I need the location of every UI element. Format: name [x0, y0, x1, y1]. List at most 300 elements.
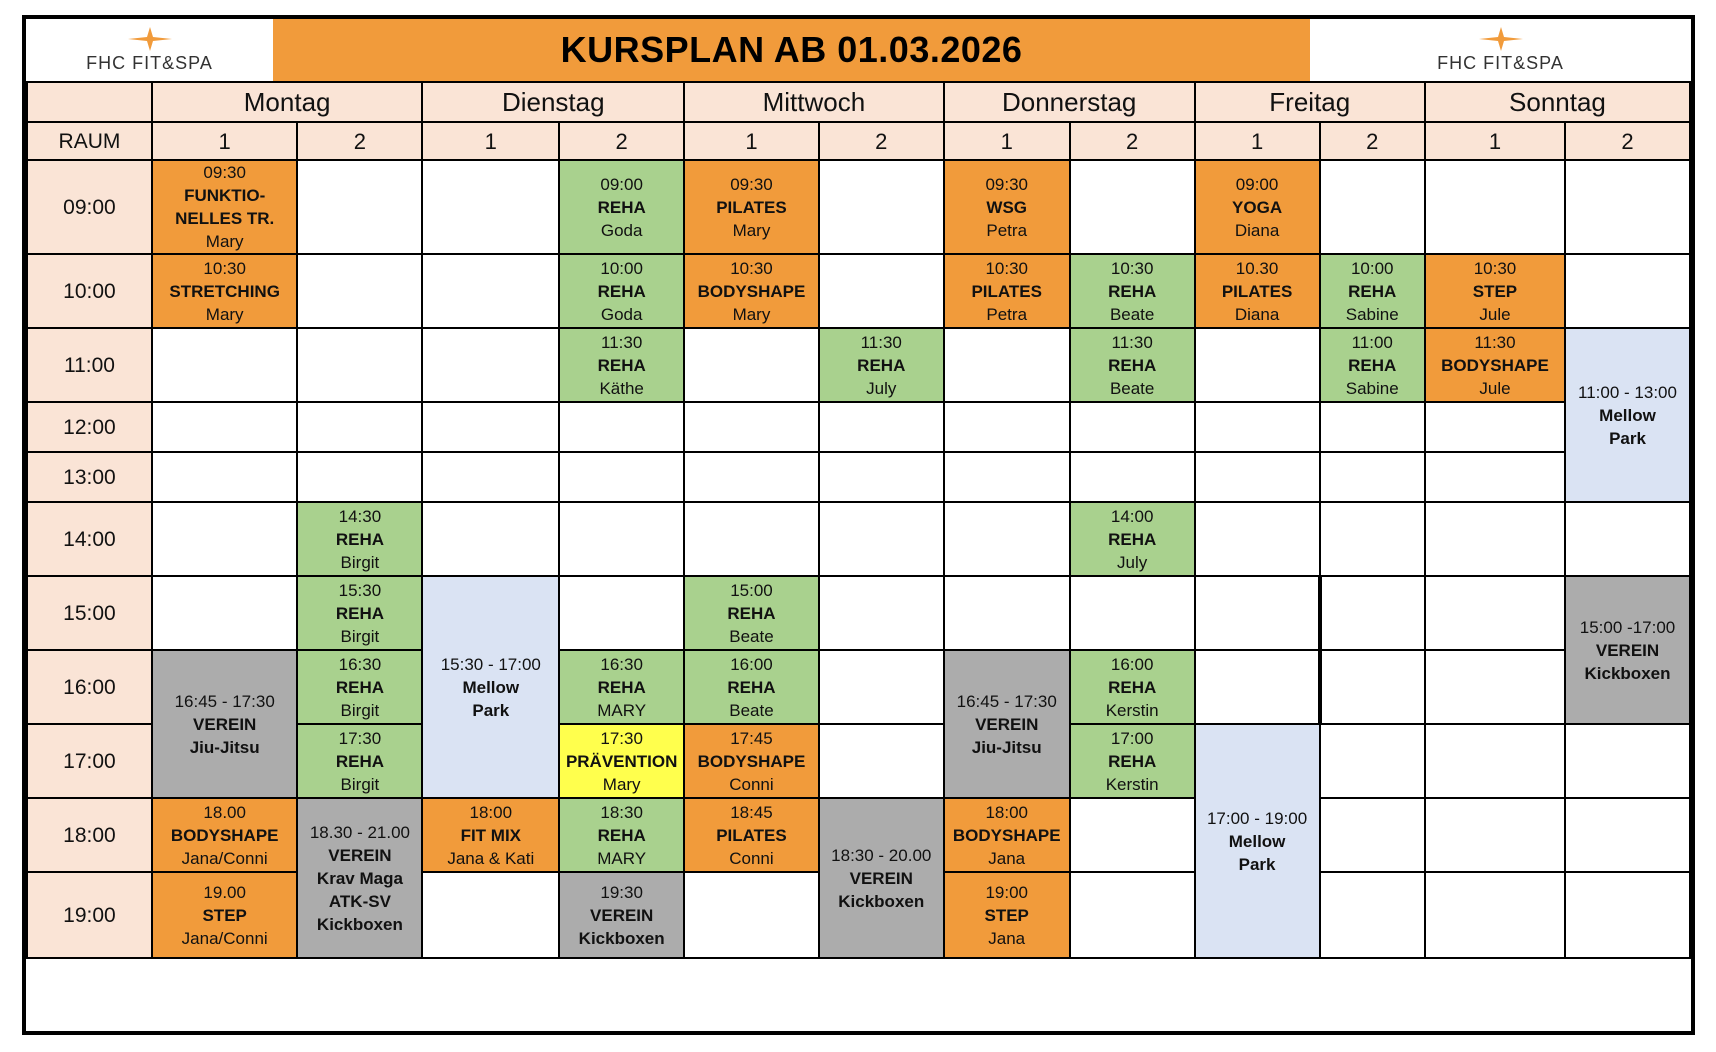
course-time: 10:30 [1110, 258, 1154, 278]
course-time: 14:30 [338, 506, 382, 526]
course-cell [684, 254, 819, 328]
page-title: KURSPLAN AB 01.03.2026 [273, 19, 1310, 81]
course-time: 17:30 [600, 728, 643, 748]
course-cell [422, 798, 559, 872]
course-time: 16:00 [730, 654, 773, 674]
course-time: 19:00 [985, 882, 1028, 902]
empty-cell [152, 328, 298, 402]
empty-cell [1320, 724, 1425, 798]
empty-cell [559, 576, 684, 650]
course-name: REHA [597, 677, 646, 697]
empty-cell [1425, 724, 1565, 798]
course-trainer: Birgit [340, 626, 380, 646]
room-header: 1 [684, 122, 819, 160]
time-label: 17:00 [27, 724, 152, 798]
course-cell [297, 798, 422, 958]
course-trainer: Petra [986, 304, 1028, 324]
logo-right [1310, 19, 1691, 81]
course-cell [1195, 254, 1320, 328]
course-name: REHA [1348, 281, 1397, 301]
empty-cell [152, 452, 298, 502]
empty-cell [1320, 798, 1425, 872]
logo-left [26, 19, 273, 81]
star-logo-icon [128, 27, 172, 51]
empty-cell [1425, 576, 1565, 650]
course-cell [559, 798, 684, 872]
room-header: 2 [819, 122, 944, 160]
empty-cell [1195, 328, 1320, 402]
course-name: BODYSHAPE [1441, 355, 1549, 375]
empty-cell [819, 402, 944, 452]
course-cell [1320, 328, 1425, 402]
course-name: Mellow [1228, 831, 1286, 851]
empty-cell [1070, 402, 1195, 452]
course-cell [152, 160, 298, 254]
course-cell [1070, 254, 1195, 328]
empty-cell [1320, 650, 1425, 724]
course-trainer: Jana/Conni [181, 928, 268, 948]
course-name: STEP [202, 905, 247, 925]
course-name: STEP [1472, 281, 1518, 301]
course-time: 11:30 [860, 332, 902, 352]
course-name: REHA [1348, 355, 1397, 375]
course-name: VEREIN [849, 868, 913, 888]
course-time: 17:45 [730, 728, 773, 748]
empty-cell [1425, 502, 1565, 576]
empty-cell [297, 328, 422, 402]
course-trainer: Jana & Kati [447, 848, 535, 868]
empty-cell [1565, 724, 1690, 798]
empty-cell [944, 576, 1070, 650]
course-trainer: Goda [600, 304, 643, 324]
course-cell [1195, 160, 1320, 254]
course-name: REHA [1108, 529, 1157, 549]
course-trainer: Käthe [599, 378, 644, 398]
course-time: 16:30 [600, 654, 643, 674]
course-name: STEP [984, 905, 1029, 925]
course-cell [559, 724, 684, 798]
course-cell [944, 254, 1070, 328]
course-name: VEREIN [193, 714, 257, 734]
raum-label: RAUM [27, 122, 152, 160]
course-name: REHA [597, 355, 646, 375]
course-name: REHA [597, 281, 646, 301]
course-cell [559, 328, 684, 402]
time-label: 09:00 [27, 160, 152, 254]
course-cell [684, 798, 819, 872]
empty-cell [297, 402, 422, 452]
course-time: 10:30 [730, 258, 773, 278]
star-logo-icon [1479, 27, 1523, 51]
course-time: 17:30 [338, 728, 382, 748]
empty-cell [819, 254, 944, 328]
course-time: 16:45 - 17:30 [174, 691, 275, 711]
course-trainer: Beate [729, 626, 774, 646]
course-name: REHA [727, 603, 776, 623]
empty-cell [1320, 160, 1425, 254]
room-header: 2 [559, 122, 684, 160]
course-table [26, 81, 1691, 959]
empty-cell [1195, 650, 1320, 724]
course-cell [559, 160, 684, 254]
course-cell [559, 650, 684, 724]
course-trainer: Kickboxen [838, 891, 925, 911]
course-trainer: Mary [602, 774, 641, 794]
course-time: 15:30 [338, 580, 382, 600]
course-name: REHA [335, 529, 384, 549]
empty-cell [1070, 872, 1195, 958]
course-trainer: Mary [732, 304, 771, 324]
course-name: PILATES [716, 825, 787, 845]
course-time: 09:30 [203, 163, 246, 182]
course-trainer: Birgit [340, 774, 380, 794]
day-header-sonntag: Sonntag [1425, 82, 1690, 122]
course-time: 15:30 - 17:00 [440, 654, 541, 674]
empty-cell [559, 452, 684, 502]
course-cell [297, 650, 422, 724]
course-cell [297, 502, 422, 576]
course-cell [1070, 650, 1195, 724]
course-trainer: Jule [1479, 304, 1511, 324]
course-cell [944, 872, 1070, 958]
empty-cell [422, 402, 559, 452]
course-time: 19:30 [600, 882, 643, 902]
empty-cell [1195, 576, 1320, 650]
room-header: 1 [1195, 122, 1320, 160]
course-name: YOGA [1232, 197, 1283, 217]
time-label: 18:00 [27, 798, 152, 872]
course-name: REHA [597, 197, 646, 217]
empty-cell [422, 328, 559, 402]
empty-cell [297, 452, 422, 502]
course-time: 14:00 [1110, 506, 1154, 526]
course-cell [684, 576, 819, 650]
course-time: 11:30 [1111, 332, 1153, 352]
course-name: REHA [1108, 751, 1157, 771]
course-name: Mellow [1599, 405, 1656, 425]
course-name: VEREIN [975, 714, 1039, 734]
course-cell [422, 576, 559, 798]
course-trainer: Mary [205, 232, 244, 251]
course-trainer: July [1117, 552, 1148, 572]
corner-cell [27, 82, 152, 122]
course-time: 16:30 [338, 654, 382, 674]
empty-cell [1320, 402, 1425, 452]
course-trainer: Kerstin [1105, 774, 1159, 794]
course-time: 18:00 [985, 802, 1028, 822]
course-cell [684, 724, 819, 798]
schedule-sheet [22, 15, 1695, 1035]
course-time: 09:00 [600, 174, 643, 194]
course-name: REHA [857, 355, 906, 375]
course-name: FIT MIX [460, 825, 522, 845]
time-label: 15:00 [27, 576, 152, 650]
course-trainer: MARY [597, 700, 647, 720]
course-name: VEREIN [1595, 640, 1660, 660]
course-trainer: Beate [1109, 304, 1155, 324]
course-name: REHA [597, 825, 646, 845]
empty-cell [559, 402, 684, 452]
course-time: 15:00 [730, 580, 773, 600]
empty-cell [944, 328, 1070, 402]
time-label: 12:00 [27, 402, 152, 452]
course-name: PILATES [971, 281, 1042, 301]
time-label: 19:00 [27, 872, 152, 958]
course-trainer: Mary [205, 304, 244, 324]
course-name: REHA [335, 603, 384, 623]
empty-cell [1070, 798, 1195, 872]
course-cell [1320, 254, 1425, 328]
course-time: 10:00 [600, 258, 643, 278]
course-cell [819, 798, 944, 958]
course-name: BODYSHAPE [952, 825, 1061, 845]
course-cell [559, 872, 684, 958]
empty-cell [944, 502, 1070, 576]
course-name: REHA [1108, 281, 1157, 301]
day-header-mittwoch: Mittwoch [684, 82, 944, 122]
empty-cell [1425, 452, 1565, 502]
empty-cell [1565, 160, 1690, 254]
course-time: 18:30 - 20.00 [831, 845, 932, 865]
room-header: 1 [1425, 122, 1565, 160]
course-trainer: Birgit [340, 552, 380, 572]
course-detail: ATK-SV [328, 891, 391, 911]
time-label: 14:00 [27, 502, 152, 576]
course-name: REHA [1108, 355, 1157, 375]
empty-cell [684, 452, 819, 502]
course-time: 10.30 [1235, 258, 1279, 278]
logo-right-text: FHC FIT&SPA [1437, 52, 1564, 73]
time-label: 10:00 [27, 254, 152, 328]
course-trainer: Conni [729, 848, 774, 868]
course-time: 10:30 [203, 258, 246, 278]
course-time: 11:00 - 13:00 [1578, 382, 1677, 402]
course-cell [1070, 502, 1195, 576]
course-cell [944, 798, 1070, 872]
course-cell [297, 576, 422, 650]
day-header-dienstag: Dienstag [422, 82, 684, 122]
course-cell [1565, 328, 1690, 502]
course-name: BODYSHAPE [170, 825, 279, 845]
course-name: VEREIN [590, 905, 654, 925]
empty-cell [1070, 160, 1195, 254]
course-name: PILATES [716, 197, 787, 217]
course-trainer: MARY [597, 848, 647, 868]
empty-cell [152, 502, 298, 576]
course-name: REHA [335, 751, 384, 771]
time-label: 13:00 [27, 452, 152, 502]
course-name: Mellow [462, 677, 520, 697]
course-time: 16:00 [1110, 654, 1154, 674]
empty-cell [1070, 576, 1195, 650]
course-cell [944, 650, 1070, 798]
empty-cell [422, 872, 559, 958]
course-time: 10:00 [1350, 258, 1394, 278]
course-trainer: Mary [732, 220, 771, 240]
course-trainer: Beate [1109, 378, 1155, 398]
course-cell [152, 872, 298, 958]
course-cell [684, 160, 819, 254]
course-trainer: Park [472, 700, 510, 720]
day-header-donnerstag: Donnerstag [944, 82, 1195, 122]
day-header-montag: Montag [152, 82, 422, 122]
course-trainer: Jana [988, 848, 1026, 868]
course-cell [1070, 328, 1195, 402]
course-trainer: Jule [1479, 378, 1511, 398]
course-time: 17:00 - 19:00 [1206, 808, 1308, 828]
course-time: 18:00 [469, 802, 513, 822]
course-time: 19.00 [203, 882, 246, 902]
course-time: 09:30 [730, 174, 773, 194]
course-name: REHA [335, 677, 384, 697]
course-name: WSG [986, 197, 1028, 217]
empty-cell [559, 502, 684, 576]
course-time: 18:45 [730, 802, 773, 822]
course-name: FUNKTIO- [184, 186, 266, 205]
course-detail: Kickboxen [316, 914, 403, 934]
empty-cell [1320, 872, 1425, 958]
course-time: 11:30 [1474, 332, 1516, 352]
empty-cell [1565, 254, 1690, 328]
course-trainer: July [866, 378, 897, 398]
course-name: PRÄVENTION [565, 751, 678, 771]
course-trainer: Jana/Conni [181, 848, 268, 868]
empty-cell [944, 402, 1070, 452]
course-trainer: Jiu-Jitsu [189, 737, 260, 757]
empty-cell [1425, 798, 1565, 872]
empty-cell [1070, 452, 1195, 502]
room-header: 1 [152, 122, 298, 160]
empty-cell [297, 254, 422, 328]
course-trainer: Goda [600, 220, 643, 240]
empty-cell [684, 402, 819, 452]
course-cell [152, 650, 298, 798]
empty-cell [819, 650, 944, 724]
empty-cell [1320, 452, 1425, 502]
course-time: 17:00 [1110, 728, 1154, 748]
course-name: PILATES [1221, 281, 1293, 301]
time-label: 16:00 [27, 650, 152, 724]
course-trainer: Jiu-Jitsu [971, 737, 1042, 757]
course-time: 18.30 - 21.00 [309, 822, 411, 842]
course-time: 11:00 [1351, 332, 1393, 352]
course-trainer: Kerstin [1105, 700, 1159, 720]
course-name: REHA [727, 677, 776, 697]
course-trainer: Diana [1234, 220, 1280, 240]
course-detail: Krav Maga [316, 868, 403, 888]
course-trainer: Park [1238, 854, 1276, 874]
room-header: 2 [297, 122, 422, 160]
day-header-freitag: Freitag [1195, 82, 1425, 122]
course-time: 11:30 [601, 332, 643, 352]
empty-cell [1195, 402, 1320, 452]
empty-cell [1320, 576, 1425, 650]
course-name: NELLES TR. [175, 209, 275, 228]
empty-cell [819, 576, 944, 650]
empty-cell [1425, 402, 1565, 452]
course-time: 16:45 - 17:30 [956, 691, 1057, 711]
empty-cell [422, 502, 559, 576]
course-time: 15:00 -17:00 [1579, 617, 1676, 637]
room-header: 1 [944, 122, 1070, 160]
course-name: BODYSHAPE [697, 751, 806, 771]
course-cell [559, 254, 684, 328]
course-trainer: Kickboxen [578, 928, 665, 948]
course-name: REHA [1108, 677, 1157, 697]
empty-cell [944, 452, 1070, 502]
course-time: 10:30 [1473, 258, 1517, 278]
room-header: 1 [422, 122, 559, 160]
empty-cell [684, 872, 819, 958]
room-header: 2 [1070, 122, 1195, 160]
course-cell [1425, 254, 1565, 328]
room-header: 2 [1565, 122, 1690, 160]
empty-cell [422, 160, 559, 254]
course-trainer: Beate [729, 700, 774, 720]
empty-cell [684, 502, 819, 576]
logo-left-text: FHC FIT&SPA [86, 52, 213, 73]
course-trainer: Jana [988, 928, 1026, 948]
empty-cell [152, 402, 298, 452]
empty-cell [1565, 502, 1690, 576]
course-cell [819, 328, 944, 402]
course-cell [1565, 576, 1690, 724]
course-cell [152, 798, 298, 872]
empty-cell [1565, 872, 1690, 958]
course-time: 18.00 [203, 802, 246, 822]
course-time: 09:30 [985, 174, 1028, 194]
course-time: 09:00 [1235, 174, 1279, 194]
empty-cell [1425, 872, 1565, 958]
empty-cell [819, 160, 944, 254]
course-cell [297, 724, 422, 798]
course-trainer: Sabine [1345, 304, 1399, 324]
time-label: 11:00 [27, 328, 152, 402]
course-name: BODYSHAPE [697, 281, 806, 301]
empty-cell [152, 576, 298, 650]
course-cell [1195, 724, 1320, 958]
course-trainer: Petra [986, 220, 1028, 240]
empty-cell [422, 452, 559, 502]
empty-cell [684, 328, 819, 402]
course-trainer: Conni [729, 774, 774, 794]
course-cell [1425, 328, 1565, 402]
empty-cell [819, 452, 944, 502]
empty-cell [1320, 502, 1425, 576]
empty-cell [1195, 502, 1320, 576]
empty-cell [819, 724, 944, 798]
course-cell [1070, 724, 1195, 798]
empty-cell [297, 160, 422, 254]
course-time: 18:30 [600, 802, 643, 822]
course-name: VEREIN [328, 845, 392, 865]
empty-cell [1425, 160, 1565, 254]
course-trainer: Sabine [1345, 378, 1399, 398]
empty-cell [819, 502, 944, 576]
course-cell [944, 160, 1070, 254]
course-trainer: Kickboxen [1584, 663, 1671, 683]
empty-cell [1565, 798, 1690, 872]
course-trainer: Park [1609, 428, 1646, 448]
room-header: 2 [1320, 122, 1425, 160]
empty-cell [1425, 650, 1565, 724]
course-time: 10:30 [985, 258, 1028, 278]
empty-cell [422, 254, 559, 328]
course-cell [152, 254, 298, 328]
empty-cell [1195, 452, 1320, 502]
course-trainer: Diana [1234, 304, 1280, 324]
course-cell [684, 650, 819, 724]
